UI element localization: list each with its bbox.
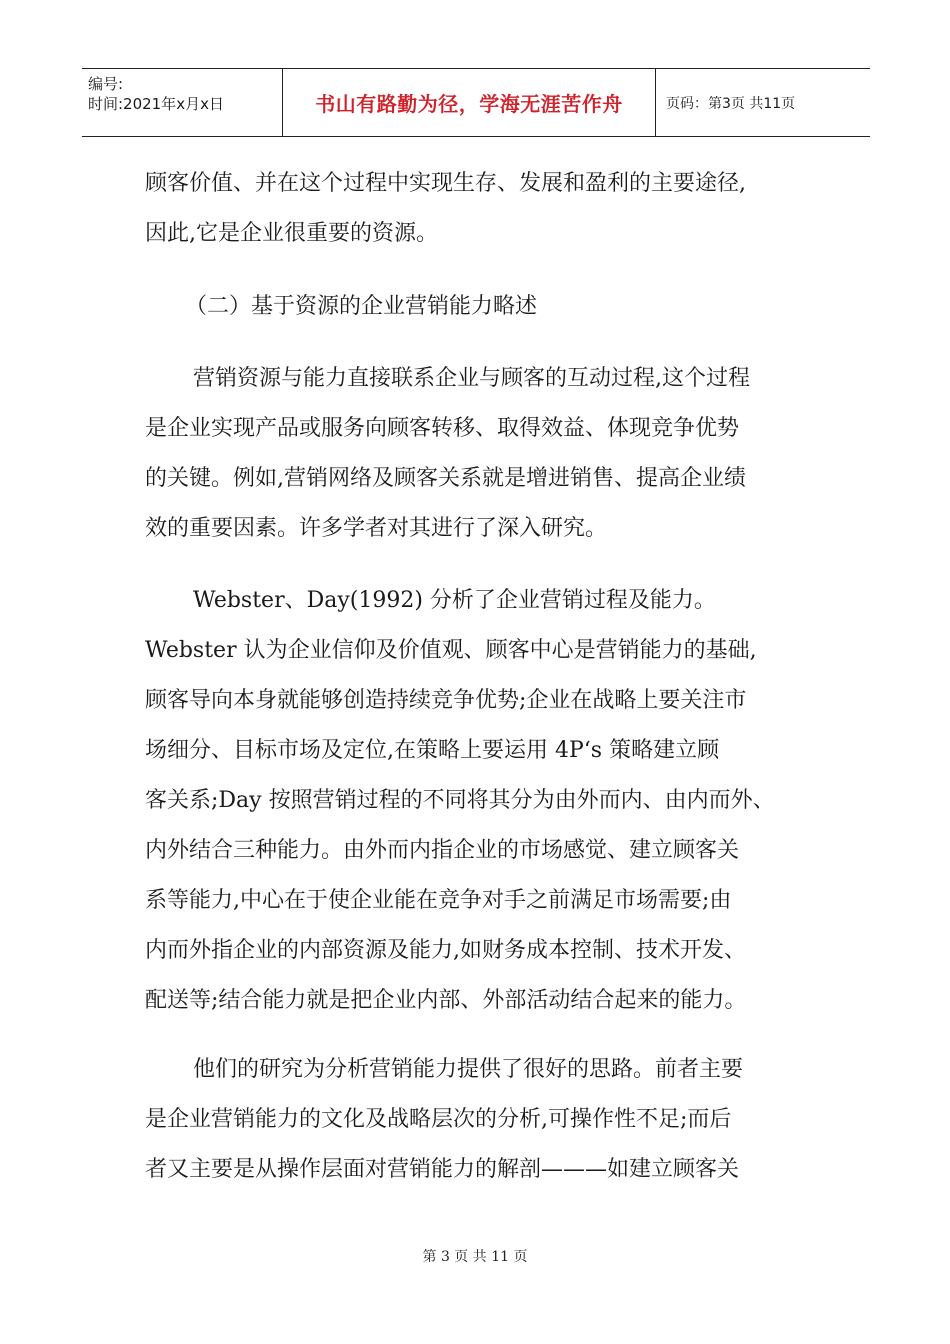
text-line: 的关键。例如,营销网络及顾客关系就是增进销售、提高企业绩 — [145, 466, 746, 491]
text-line: 是企业实现产品或服务向顾客转移、取得效益、体现竞争优势 — [145, 416, 740, 441]
paragraph — [145, 1045, 825, 1195]
text-line: 效的重要因素。许多学者对其进行了深入研究。 — [145, 516, 608, 541]
text-line: 顾客价值、并在这个过程中实现生存、发展和盈利的主要途径, — [145, 171, 746, 196]
paragraph-continuation — [145, 159, 825, 259]
text-line: 内而外指企业的内部资源及能力,如财务成本控制、技术开发、 — [145, 938, 746, 963]
text-line: 是企业营销能力的文化及战略层次的分析,可操作性不足;而后 — [145, 1107, 732, 1132]
header-page-cell — [656, 69, 870, 136]
text-line: 系等能力,中心在于使企业能在竞争对手之前满足市场需要;由 — [145, 888, 732, 913]
text-line: 顾客导向本身就能够创造持续竞争优势;企业在战略上要关注市 — [145, 688, 747, 713]
text-line: 因此,它是企业很重要的资源。 — [145, 221, 438, 246]
page-footer: 第 3 页 共 11 页 — [422, 1249, 528, 1265]
text-line: 营销资源与能力直接联系企业与顾客的互动过程,这个过程 — [193, 366, 750, 391]
text-line: Webster 认为企业信仰及价值观、顾客中心是营销能力的基础, — [145, 638, 757, 663]
paragraph — [145, 354, 825, 554]
section-heading — [145, 282, 825, 332]
text-line: 他们的研究为分析营销能力提供了很好的思路。前者主要 — [193, 1057, 744, 1082]
motto-text: 书山有路勤为径，学海无涯苦作舟 — [315, 92, 623, 116]
text-line: Webster、Day(1992) 分析了企业营销过程及能力。 — [193, 588, 716, 613]
paragraph — [145, 576, 825, 1026]
number-label: 编号: — [88, 75, 124, 93]
header-motto-cell — [283, 69, 656, 136]
heading-line: （二）基于资源的企业营销能力略述 — [185, 294, 538, 319]
page-header — [82, 68, 870, 137]
page-info: 页码：第3页 共11页 — [666, 95, 796, 112]
header-info-cell — [82, 69, 283, 136]
text-line: 客关系;Day 按照营销过程的不同将其分为由外而内、由内而外、 — [145, 788, 775, 813]
date-label: 时间:2021年x月x日 — [88, 95, 224, 113]
text-line: 者又主要是从操作层面对营销能力的解剖———如建立顾客关 — [145, 1157, 740, 1182]
text-line: 配送等;结合能力就是把企业内部、外部活动结合起来的能力。 — [145, 988, 747, 1013]
text-line: 内外结合三种能力。由外而内指企业的市场感觉、建立顾客关 — [145, 838, 740, 863]
text-line: 场细分、目标市场及定位,在策略上要运用 4P‘s 策略建立顾 — [145, 738, 720, 763]
